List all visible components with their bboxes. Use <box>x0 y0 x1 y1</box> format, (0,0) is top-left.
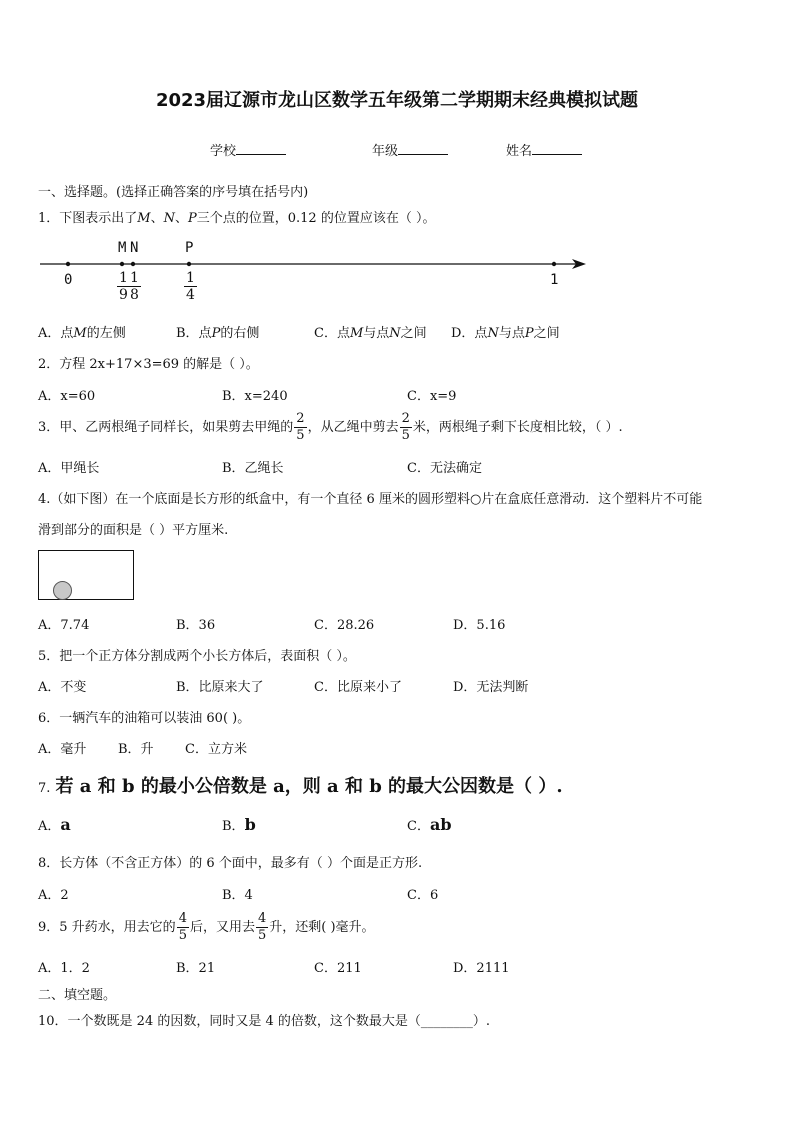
name-blank <box>532 142 582 155</box>
school-field <box>210 140 286 159</box>
question-7 <box>38 772 563 798</box>
q3-mid: ，从乙绳中剪去 <box>307 420 399 435</box>
opt-post: 之间 <box>400 326 427 341</box>
q1-sep2: 、 <box>174 211 188 226</box>
q9-option-c[interactable]: C．211 <box>314 961 362 976</box>
question-4-line2: 滑到部分的面积是（ ）平方厘米. <box>38 523 229 538</box>
point-one <box>552 262 556 266</box>
opt-mid: 与点 <box>363 326 390 341</box>
q9-option-a[interactable]: A．1．2 <box>38 961 90 976</box>
q6-option-b[interactable]: B．升 <box>118 742 154 757</box>
q7-option-a[interactable] <box>38 815 71 834</box>
q4-option-b[interactable]: B．36 <box>176 618 216 633</box>
q9-fraction-1 <box>177 911 189 944</box>
page-title: 2023届辽源市龙山区数学五年级第二学期期末经典模拟试题 <box>155 90 639 111</box>
school-label: 学校 <box>210 144 237 159</box>
name-field <box>506 140 582 159</box>
var-m: M <box>137 211 151 226</box>
opt-val: ab <box>429 815 452 834</box>
q5-option-c[interactable]: C．比原来小了 <box>314 680 402 695</box>
frac-num: 4 <box>178 911 187 926</box>
q1-suffix: 三个点的位置，0.12 的位置应该在（ ）。 <box>196 211 436 226</box>
school-blank <box>236 142 286 155</box>
q1-option-c[interactable] <box>314 322 427 341</box>
circle-disc <box>53 581 72 600</box>
q9-fraction-2 <box>256 911 268 944</box>
opt-var: M <box>73 326 87 341</box>
opt-pre: C． <box>407 819 430 834</box>
q5-option-d[interactable]: D．无法判断 <box>453 680 529 695</box>
opt-var: P <box>211 326 221 341</box>
grade-blank <box>398 142 448 155</box>
question-9 <box>38 908 375 948</box>
point-p <box>187 262 191 266</box>
frac-num: 1 <box>119 270 128 286</box>
section-heading-choice: 一、选择题。(选择正确答案的序号填在括号内) <box>38 185 309 200</box>
fraction-one-eighth <box>128 270 141 303</box>
opt-pre: D．点 <box>451 326 488 341</box>
opt-mid: 与点 <box>498 326 525 341</box>
opt-var: M <box>349 326 364 341</box>
q2-option-a[interactable]: A．x=60 <box>38 389 96 404</box>
number-line-figure <box>38 238 598 310</box>
var-p: P <box>188 211 197 226</box>
opt-var2: N <box>389 326 401 341</box>
question-3 <box>38 408 623 448</box>
section-heading-fill: 二、填空题。 <box>38 988 117 1003</box>
label-m: M <box>118 240 127 256</box>
q8-option-a[interactable]: A．2 <box>38 888 69 903</box>
opt-post: 之间 <box>533 326 560 341</box>
fraction-one-quarter <box>184 270 197 303</box>
q6-option-a[interactable]: A．毫升 <box>38 742 87 757</box>
opt-val: a <box>60 815 71 834</box>
q1-prefix: 1．下图表示出了 <box>38 211 138 226</box>
q4-option-d[interactable]: D．5.16 <box>453 618 506 633</box>
q9-post: 升，还剩( )毫升。 <box>269 920 375 935</box>
label-n: N <box>130 240 139 256</box>
opt-pre: B． <box>222 819 245 834</box>
point-n <box>131 262 135 266</box>
q3-post: 米，两根绳子剩下长度相比较，（ ）. <box>412 420 623 435</box>
opt-var2: P <box>524 326 534 341</box>
question-2: 2．方程 2x+17×3=69 的解是（ ）。 <box>38 357 259 372</box>
opt-val: b <box>244 815 256 834</box>
q4-option-a[interactable]: A．7.74 <box>38 618 90 633</box>
question-10: 10．一个数既是 24 的因数，同时又是 4 的倍数，这个数最大是（________）. <box>38 1014 491 1029</box>
q3-option-c[interactable]: C．无法确定 <box>407 461 482 476</box>
q1-option-d[interactable] <box>451 322 560 341</box>
frac-den: 5 <box>257 928 267 943</box>
q3-option-b[interactable]: B．乙绳长 <box>222 461 284 476</box>
question-1 <box>38 207 435 226</box>
q3-pre: 3．甲、乙两根绳子同样长，如果剪去甲绳的 <box>38 420 294 435</box>
q2-option-b[interactable]: B．x=240 <box>222 389 288 404</box>
frac-num: 2 <box>296 411 305 426</box>
opt-pre: C．点 <box>314 326 350 341</box>
q3-fraction-2 <box>400 411 412 444</box>
q9-option-d[interactable]: D．2111 <box>453 961 510 976</box>
q3-fraction-1 <box>294 411 306 444</box>
opt-post: 的右侧 <box>220 326 260 341</box>
frac-den: 8 <box>130 287 139 303</box>
q5-option-a[interactable]: A．不变 <box>38 680 87 695</box>
q2-option-c[interactable]: C．x=9 <box>407 389 457 404</box>
q1-sep1: 、 <box>150 211 164 226</box>
frac-den: 4 <box>186 287 195 303</box>
label-zero: 0 <box>64 272 73 288</box>
q9-option-b[interactable]: B．21 <box>176 961 216 976</box>
point-m <box>120 262 124 266</box>
question-5: 5．把一个正方体分割成两个小长方体后，表面积（ ）。 <box>38 649 356 664</box>
q7-option-c[interactable] <box>407 815 452 834</box>
frac-den: 5 <box>401 428 410 443</box>
opt-var: N <box>487 326 499 341</box>
q5-option-b[interactable]: B．比原来大了 <box>176 680 264 695</box>
frac-num: 4 <box>257 911 267 926</box>
opt-pre: A．点 <box>38 326 74 341</box>
point-zero <box>66 262 70 266</box>
q1-option-b[interactable] <box>176 322 259 341</box>
frac-den: 5 <box>178 928 187 943</box>
question-4-line1: 4.（如下图）在一个底面是长方形的纸盒中，有一个直径 6 厘米的圆形塑料○片在盒底任意滑动．这个塑料片不可能 <box>38 492 703 507</box>
q7-option-b[interactable] <box>222 815 256 834</box>
frac-den: 9 <box>119 287 128 303</box>
label-p: P <box>185 240 194 256</box>
q7-number: 7. <box>38 781 51 796</box>
question-8: 8．长方体（不含正方体）的 6 个面中，最多有（ ）个面是正方形. <box>38 856 423 871</box>
q8-option-b[interactable]: B．4 <box>222 888 253 903</box>
frac-num: 1 <box>186 270 195 286</box>
q1-option-a[interactable] <box>38 322 126 341</box>
opt-pre: A． <box>38 819 61 834</box>
label-one: 1 <box>550 272 559 288</box>
q9-mid: 后，又用去 <box>189 920 255 935</box>
question-6: 6．一辆汽车的油箱可以装油 60( )。 <box>38 711 251 726</box>
box-figure <box>38 550 134 600</box>
q4-option-c[interactable]: C．28.26 <box>314 618 375 633</box>
grade-label: 年级 <box>372 144 399 159</box>
q8-option-c[interactable]: C．6 <box>407 888 439 903</box>
frac-num: 1 <box>130 270 139 286</box>
opt-post: 的左侧 <box>86 326 126 341</box>
q3-option-a[interactable]: A．甲绳长 <box>38 461 100 476</box>
q7-text: 若 a 和 b 的最小公倍数是 a，则 a 和 b 的最大公因数是（ ）. <box>55 776 563 797</box>
frac-den: 5 <box>296 428 305 443</box>
var-n: N <box>163 211 175 226</box>
grade-field <box>372 140 448 159</box>
frac-num: 2 <box>401 411 410 426</box>
opt-pre: B．点 <box>176 326 212 341</box>
q6-option-c[interactable]: C．立方米 <box>185 742 247 757</box>
q9-pre: 9．5 升药水，用去它的 <box>38 920 176 935</box>
name-label: 姓名 <box>506 144 533 159</box>
